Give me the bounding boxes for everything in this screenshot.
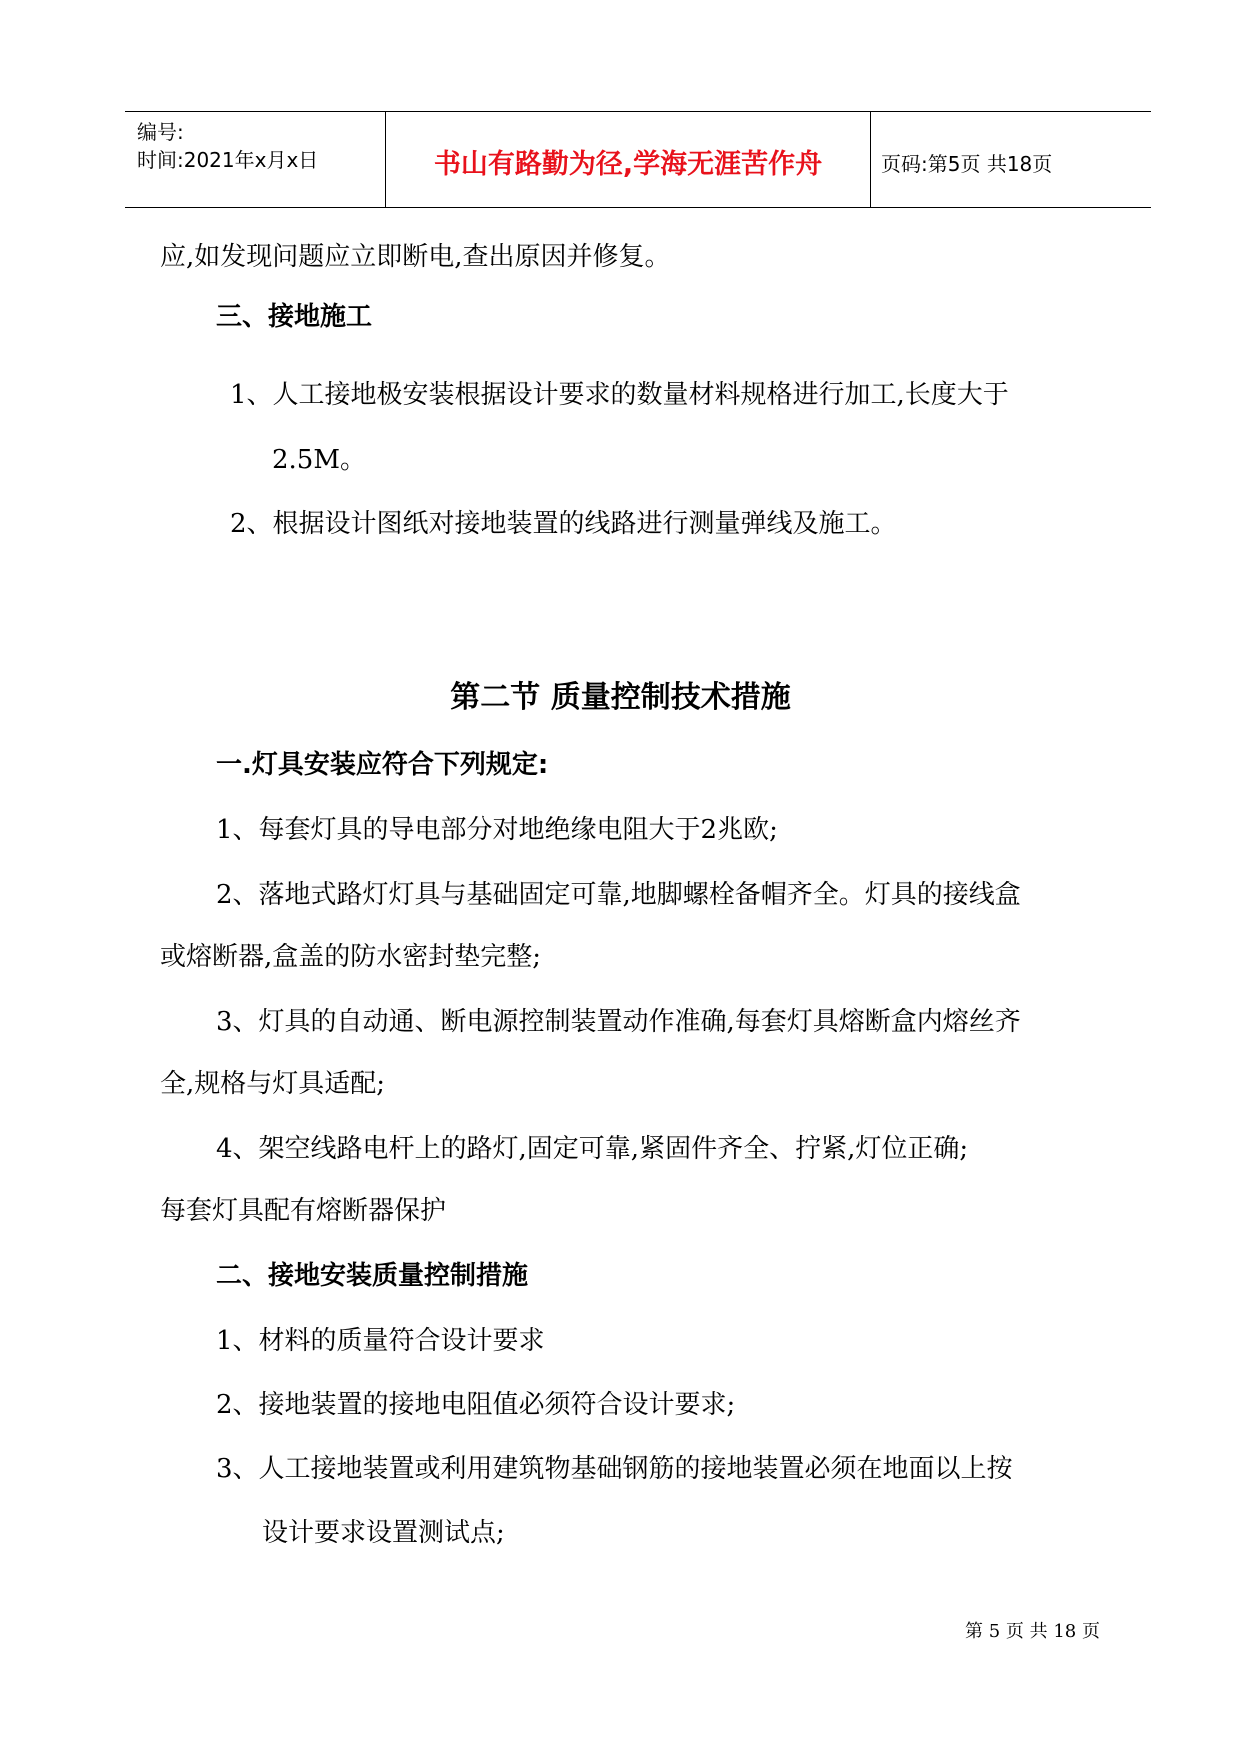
subsection-heading-grounding-quality: 二、接地安装质量控制措施: [216, 1261, 529, 1291]
list-item: 1、材料的质量符合设计要求: [216, 1326, 545, 1356]
header-motto-cell: [386, 112, 871, 207]
motto-text: 书山有路勤为径,学海无涯苦作舟: [433, 149, 823, 180]
list-item: 2、根据设计图纸对接地装置的线路进行测量弹线及施工。: [230, 509, 897, 539]
list-item: 3、灯具的自动通、断电源控制装置动作准确,每套灯具熔断盒内熔丝齐: [216, 1007, 1021, 1037]
list-item: 4、架空线路电杆上的路灯,固定可靠,紧固件齐全、拧紧,灯位正确;: [216, 1134, 969, 1164]
document-number-label: 编号:: [137, 120, 184, 144]
header-info-cell: [125, 112, 386, 207]
list-item-continuation: 全,规格与灯具适配;: [160, 1069, 386, 1099]
list-item: 1、人工接地极安装根据设计要求的数量材料规格进行加工,长度大于: [230, 380, 1009, 410]
list-item: 3、人工接地装置或利用建筑物基础钢筋的接地装置必须在地面以上按: [216, 1454, 1013, 1484]
list-item: 2、落地式路灯灯具与基础固定可靠,地脚螺栓备帽齐全。灯具的接线盒: [216, 880, 1021, 910]
footer-page-number: 第 5 页 共 18 页: [965, 1621, 1100, 1642]
section-title: 第二节 质量控制技术措施: [450, 680, 791, 715]
section-heading-grounding: 三、接地施工: [216, 302, 373, 332]
header-page-number: 页码:第5页 共18页: [881, 152, 1053, 176]
list-item-continuation: 每套灯具配有熔断器保护: [160, 1196, 447, 1226]
subsection-heading-lamps: 一.灯具安装应符合下列规定:: [216, 750, 549, 780]
paragraph-continuation: 应,如发现问题应立即断电,查出原因并修复。: [160, 242, 671, 272]
list-item-continuation: 2.5M。: [272, 445, 366, 475]
list-item-continuation: 或熔断器,盒盖的防水密封垫完整;: [160, 942, 542, 972]
list-item-continuation: 设计要求设置测试点;: [262, 1518, 505, 1548]
list-item: 1、每套灯具的导电部分对地绝缘电阻大于2兆欧;: [216, 815, 778, 845]
document-time-label: 时间:2021年x月x日: [137, 148, 319, 172]
list-item: 2、接地装置的接地电阻值必须符合设计要求;: [216, 1390, 736, 1420]
page-header: [125, 111, 1151, 208]
header-page-cell: [871, 112, 1151, 207]
